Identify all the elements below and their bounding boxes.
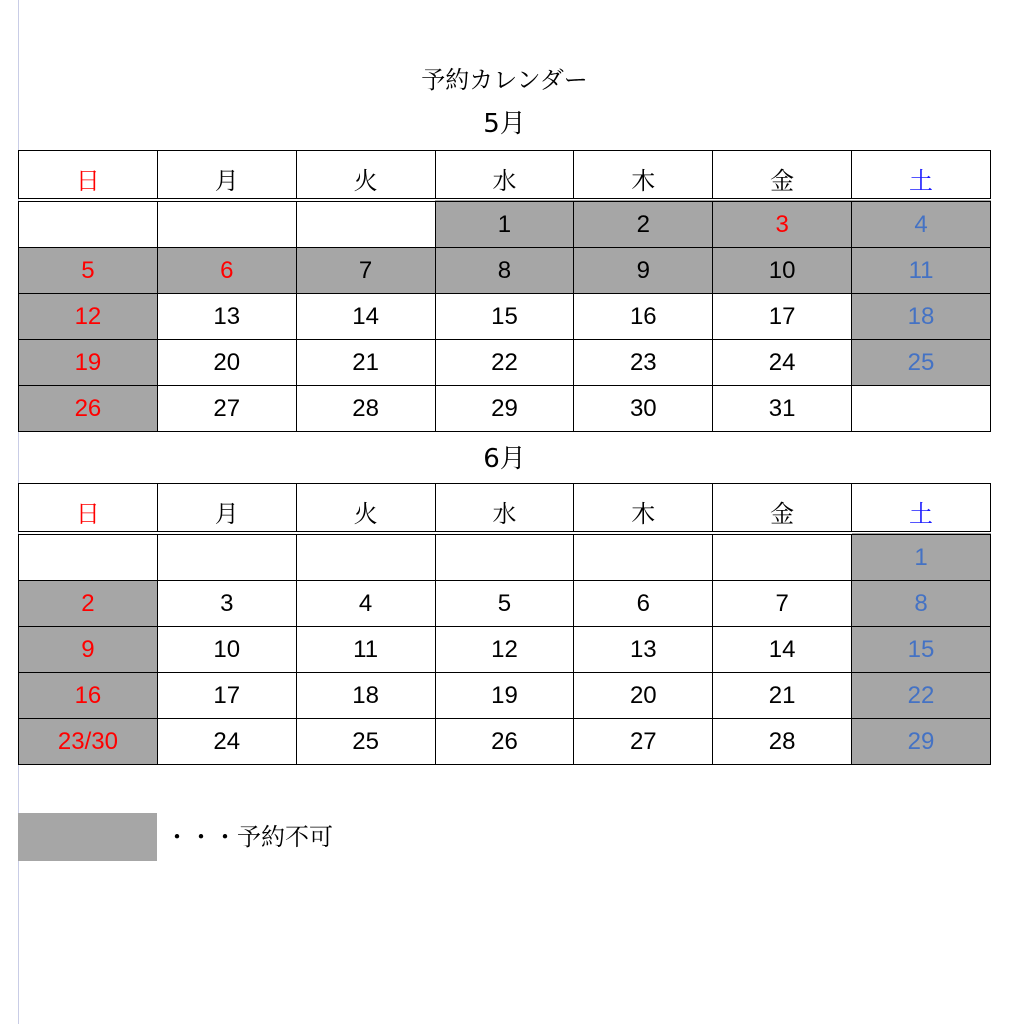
week-row <box>19 340 991 386</box>
day-cell: 4 <box>296 581 435 627</box>
day-cell: 26 <box>435 719 574 765</box>
day-cell: 1 <box>435 200 574 248</box>
day-cell: 16 <box>19 673 158 719</box>
day-cell: 29 <box>435 386 574 432</box>
day-cell: 25 <box>852 340 991 386</box>
day-cell: 31 <box>713 386 852 432</box>
day-cell: 3 <box>713 200 852 248</box>
day-cell: 1 <box>852 533 991 581</box>
weekday-fri: 金 <box>713 484 852 534</box>
day-cell: 29 <box>852 719 991 765</box>
day-cell: 2 <box>19 581 158 627</box>
day-cell: 2 <box>574 200 713 248</box>
weekday-thu: 木 <box>574 151 713 201</box>
day-cell: 24 <box>713 340 852 386</box>
calendar-table-may <box>18 150 991 432</box>
day-cell: 11 <box>296 627 435 673</box>
day-cell: 5 <box>19 248 158 294</box>
weekday-wed: 水 <box>435 151 574 201</box>
day-cell: 6 <box>157 248 296 294</box>
day-cell: 30 <box>574 386 713 432</box>
day-cell: 7 <box>296 248 435 294</box>
day-cell: 11 <box>852 248 991 294</box>
empty-day-cell <box>157 533 296 581</box>
day-cell: 15 <box>852 627 991 673</box>
week-row <box>19 719 991 765</box>
day-cell: 12 <box>19 294 158 340</box>
day-cell: 8 <box>435 248 574 294</box>
day-cell: 18 <box>296 673 435 719</box>
day-cell: 22 <box>852 673 991 719</box>
day-cell: 25 <box>296 719 435 765</box>
day-cell: 28 <box>713 719 852 765</box>
month-body <box>19 200 991 432</box>
day-cell: 5 <box>435 581 574 627</box>
day-cell: 4 <box>852 200 991 248</box>
day-cell: 19 <box>435 673 574 719</box>
weekday-sat: 土 <box>852 484 991 534</box>
day-cell: 9 <box>19 627 158 673</box>
weekday-header-row <box>19 151 991 201</box>
week-row <box>19 200 991 248</box>
day-cell: 18 <box>852 294 991 340</box>
day-cell: 7 <box>713 581 852 627</box>
empty-day-cell <box>296 533 435 581</box>
weekday-tue: 火 <box>296 151 435 201</box>
empty-day-cell <box>852 386 991 432</box>
week-row <box>19 294 991 340</box>
day-cell: 21 <box>296 340 435 386</box>
month-label-june: 6月 <box>483 444 526 474</box>
month-body <box>19 533 991 765</box>
day-cell: 26 <box>19 386 158 432</box>
day-cell: 27 <box>157 386 296 432</box>
empty-day-cell <box>713 533 852 581</box>
day-cell: 19 <box>19 340 158 386</box>
week-row <box>19 673 991 719</box>
day-cell: 24 <box>157 719 296 765</box>
day-cell: 22 <box>435 340 574 386</box>
day-cell: 20 <box>157 340 296 386</box>
day-cell: 6 <box>574 581 713 627</box>
day-cell: 21 <box>713 673 852 719</box>
empty-day-cell <box>19 533 158 581</box>
day-cell: 27 <box>574 719 713 765</box>
weekday-fri: 金 <box>713 151 852 201</box>
day-cell: 12 <box>435 627 574 673</box>
day-cell: 14 <box>713 627 852 673</box>
calendar-table-june <box>18 483 991 765</box>
day-cell: 28 <box>296 386 435 432</box>
empty-day-cell <box>574 533 713 581</box>
weekday-tue: 火 <box>296 484 435 534</box>
day-cell: 14 <box>296 294 435 340</box>
calendar-title: 予約カレンダー <box>421 66 588 94</box>
weekday-wed: 水 <box>435 484 574 534</box>
legend-text: ・・・予約不可 <box>165 823 333 851</box>
day-cell: 23/30 <box>19 719 158 765</box>
day-cell: 13 <box>157 294 296 340</box>
day-cell: 13 <box>574 627 713 673</box>
weekday-sat: 土 <box>852 151 991 201</box>
weekday-thu: 木 <box>574 484 713 534</box>
week-row <box>19 581 991 627</box>
day-cell: 15 <box>435 294 574 340</box>
day-cell: 3 <box>157 581 296 627</box>
day-cell: 17 <box>157 673 296 719</box>
weekday-mon: 月 <box>157 484 296 534</box>
day-cell: 23 <box>574 340 713 386</box>
weekday-sun: 日 <box>19 151 158 201</box>
day-cell: 17 <box>713 294 852 340</box>
legend-swatch <box>18 813 157 861</box>
day-cell: 9 <box>574 248 713 294</box>
empty-day-cell <box>296 200 435 248</box>
empty-day-cell <box>157 200 296 248</box>
weekday-mon: 月 <box>157 151 296 201</box>
week-row <box>19 627 991 673</box>
empty-day-cell <box>19 200 158 248</box>
day-cell: 16 <box>574 294 713 340</box>
week-row <box>19 248 991 294</box>
weekday-header-row <box>19 484 991 534</box>
day-cell: 8 <box>852 581 991 627</box>
week-row <box>19 533 991 581</box>
day-cell: 10 <box>713 248 852 294</box>
weekday-sun: 日 <box>19 484 158 534</box>
empty-day-cell <box>435 533 574 581</box>
month-label-may: 5月 <box>483 109 526 139</box>
week-row <box>19 386 991 432</box>
day-cell: 20 <box>574 673 713 719</box>
day-cell: 10 <box>157 627 296 673</box>
